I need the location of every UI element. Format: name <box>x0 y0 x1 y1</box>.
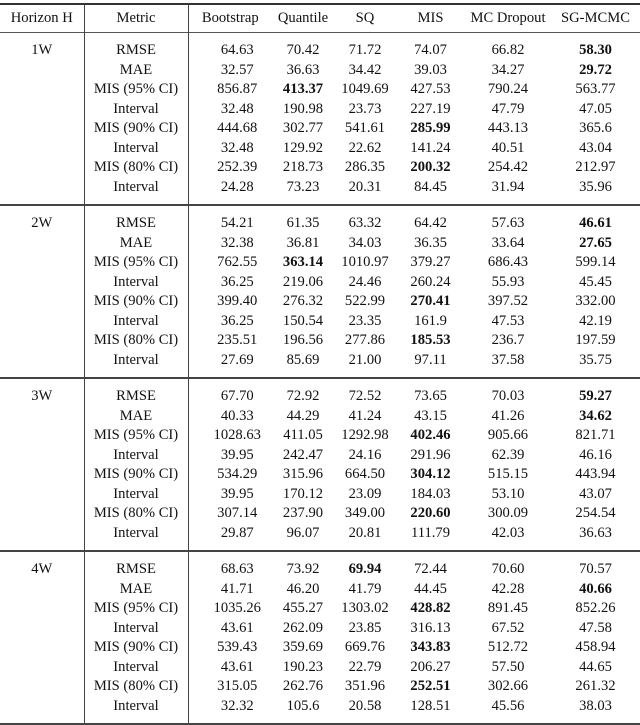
horizon-label: 4W <box>0 551 84 724</box>
value-cell: 304.12 <box>410 466 451 482</box>
table-row <box>0 158 640 178</box>
value-cell: 20.58 <box>348 697 382 714</box>
value-cell: 72.92 <box>286 388 320 404</box>
value-cell: 444.68 <box>217 120 258 136</box>
value-cell: 235.51 <box>217 332 258 348</box>
value-cell: 443.13 <box>487 120 529 136</box>
value-cell: 236.7 <box>491 332 525 348</box>
value-cell: 34.03 <box>348 234 382 251</box>
value-cell: 21.00 <box>348 351 382 368</box>
value-cell: 227.19 <box>410 100 451 117</box>
value-cell: 32.38 <box>220 234 254 251</box>
table-row <box>0 33 640 61</box>
value-cell: 184.03 <box>410 485 451 502</box>
value-cell: 23.85 <box>348 619 382 636</box>
table-row <box>0 273 640 293</box>
table-row <box>0 407 640 427</box>
value-cell: 43.61 <box>220 658 254 675</box>
metric-label: MIS (95% CI) <box>84 253 188 273</box>
metric-label: MAE <box>84 234 188 254</box>
metric-label: MIS (80% CI) <box>84 158 188 178</box>
value-cell: 72.52 <box>348 388 382 404</box>
value-cell: 105.6 <box>286 697 320 714</box>
value-cell: 32.57 <box>220 61 254 78</box>
value-cell: 62.39 <box>491 446 525 463</box>
value-cell: 302.66 <box>487 678 529 694</box>
value-cell: 20.31 <box>348 178 382 195</box>
metric-label: MIS (80% CI) <box>84 504 188 524</box>
value-cell: 190.98 <box>282 100 324 117</box>
metric-label: MAE <box>84 580 188 600</box>
value-cell: 34.27 <box>491 61 525 78</box>
value-cell: 260.24 <box>410 273 451 290</box>
metric-label: MIS (95% CI) <box>84 599 188 619</box>
value-cell: 270.41 <box>410 293 451 309</box>
value-cell: 34.42 <box>348 61 382 78</box>
value-cell: 39.03 <box>414 61 447 78</box>
metric-label: MIS (90% CI) <box>84 292 188 312</box>
table-row <box>0 485 640 505</box>
header-sq: SQ <box>355 10 375 26</box>
value-cell: 74.07 <box>414 42 447 58</box>
value-cell: 36.63 <box>579 524 612 541</box>
value-cell: 63.32 <box>348 215 382 231</box>
value-cell: 64.42 <box>414 215 447 231</box>
metric-label: MAE <box>84 407 188 427</box>
table-row <box>0 504 640 524</box>
value-cell: 190.23 <box>282 658 324 675</box>
value-cell: 141.24 <box>410 139 451 156</box>
value-cell: 359.69 <box>282 639 324 655</box>
metric-label: Interval <box>84 446 188 466</box>
value-cell: 44.45 <box>414 580 447 597</box>
table-row <box>0 80 640 100</box>
value-cell: 43.15 <box>414 407 447 424</box>
value-cell: 54.21 <box>220 215 254 231</box>
value-cell: 161.9 <box>414 312 447 329</box>
value-cell: 43.61 <box>220 619 254 636</box>
metric-label: Interval <box>84 351 188 379</box>
value-cell: 46.61 <box>579 215 612 231</box>
value-cell: 563.77 <box>575 81 616 97</box>
metric-label: MIS (90% CI) <box>84 465 188 485</box>
value-cell: 277.86 <box>344 332 386 348</box>
value-cell: 300.09 <box>487 505 529 521</box>
value-cell: 57.50 <box>491 658 525 675</box>
table-row <box>0 697 640 725</box>
table-row <box>0 465 640 485</box>
value-cell: 455.27 <box>282 600 324 616</box>
value-cell: 762.55 <box>217 254 258 270</box>
value-cell: 458.94 <box>575 639 616 655</box>
value-cell: 599.14 <box>575 254 616 270</box>
horizon-label: 2W <box>0 205 84 378</box>
value-cell: 443.94 <box>575 466 616 482</box>
value-cell: 46.16 <box>579 446 612 463</box>
value-cell: 45.45 <box>579 273 612 290</box>
value-cell: 42.03 <box>491 524 525 541</box>
value-cell: 70.42 <box>286 42 320 58</box>
value-cell: 111.79 <box>410 524 451 541</box>
value-cell: 47.05 <box>579 100 612 117</box>
value-cell: 39.95 <box>220 446 254 463</box>
table-row <box>0 677 640 697</box>
value-cell: 343.83 <box>410 639 451 655</box>
value-cell: 71.72 <box>348 42 382 58</box>
metric-label: Interval <box>84 178 188 206</box>
table-row <box>0 351 640 379</box>
table-row <box>0 253 640 273</box>
value-cell: 40.33 <box>220 407 254 424</box>
value-cell: 129.92 <box>282 139 324 156</box>
value-cell: 34.62 <box>579 407 612 424</box>
value-cell: 32.48 <box>220 100 254 117</box>
value-cell: 219.06 <box>282 273 324 290</box>
value-cell: 302.77 <box>282 120 324 136</box>
value-cell: 515.15 <box>487 466 529 482</box>
value-cell: 66.82 <box>491 42 525 58</box>
value-cell: 97.11 <box>414 351 447 368</box>
value-cell: 1035.26 <box>213 600 261 616</box>
metric-label: Interval <box>84 619 188 639</box>
value-cell: 44.65 <box>579 658 612 675</box>
value-cell: 351.96 <box>344 678 386 694</box>
value-cell: 55.93 <box>491 273 525 290</box>
value-cell: 33.64 <box>491 234 525 251</box>
table-row <box>0 205 640 234</box>
value-cell: 1049.69 <box>341 81 389 97</box>
value-cell: 67.70 <box>220 388 254 404</box>
table-row <box>0 331 640 351</box>
table-row <box>0 378 640 407</box>
value-cell: 84.45 <box>414 178 447 195</box>
value-cell: 891.45 <box>487 600 529 616</box>
header-quantile: Quantile <box>277 10 329 26</box>
value-cell: 349.00 <box>344 505 386 521</box>
value-cell: 1303.02 <box>341 600 389 616</box>
value-cell: 47.79 <box>491 100 525 117</box>
metric-label: RMSE <box>84 33 188 61</box>
value-cell: 150.54 <box>282 312 324 329</box>
table-row <box>0 580 640 600</box>
value-cell: 43.07 <box>579 485 612 502</box>
value-cell: 218.73 <box>282 159 324 175</box>
value-cell: 31.94 <box>491 178 525 195</box>
value-cell: 315.05 <box>217 678 258 694</box>
metric-label: MIS (80% CI) <box>84 677 188 697</box>
value-cell: 85.69 <box>286 351 320 368</box>
value-cell: 428.82 <box>410 600 451 616</box>
value-cell: 42.28 <box>491 580 525 597</box>
value-cell: 39.95 <box>220 485 254 502</box>
header-horizon: Horizon H <box>0 4 84 33</box>
value-cell: 522.99 <box>344 293 386 309</box>
value-cell: 541.61 <box>344 120 386 136</box>
value-cell: 276.32 <box>282 293 324 309</box>
horizon-group-4w <box>0 551 640 724</box>
value-cell: 365.6 <box>579 120 612 136</box>
value-cell: 200.32 <box>410 159 451 175</box>
horizon-label: 3W <box>0 378 84 551</box>
value-cell: 46.20 <box>286 580 320 597</box>
value-cell: 27.69 <box>220 351 254 368</box>
table-row <box>0 638 640 658</box>
header-row <box>0 4 640 33</box>
table-row <box>0 100 640 120</box>
value-cell: 262.09 <box>282 619 324 636</box>
value-cell: 20.81 <box>348 524 382 541</box>
value-cell: 379.27 <box>410 254 451 270</box>
value-cell: 24.28 <box>220 178 254 195</box>
value-cell: 512.72 <box>487 639 529 655</box>
value-cell: 852.26 <box>575 600 616 616</box>
header-metric: Metric <box>84 4 188 33</box>
value-cell: 197.59 <box>575 332 616 348</box>
value-cell: 59.27 <box>579 388 612 404</box>
value-cell: 669.76 <box>344 639 386 655</box>
value-cell: 73.92 <box>286 561 320 577</box>
value-cell: 185.53 <box>410 332 451 348</box>
metric-label: RMSE <box>84 205 188 234</box>
horizon-group-1w <box>0 33 640 206</box>
metric-label: MIS (95% CI) <box>84 80 188 100</box>
value-cell: 261.32 <box>575 678 616 694</box>
metric-label: MIS (80% CI) <box>84 331 188 351</box>
value-cell: 57.63 <box>491 215 525 231</box>
value-cell: 285.99 <box>410 120 451 136</box>
value-cell: 70.57 <box>579 561 612 577</box>
value-cell: 413.37 <box>282 81 324 97</box>
metric-label: MIS (95% CI) <box>84 426 188 446</box>
table-header <box>0 4 640 33</box>
value-cell: 128.51 <box>410 697 451 714</box>
value-cell: 397.52 <box>487 293 529 309</box>
value-cell: 36.81 <box>286 234 320 251</box>
value-cell: 44.29 <box>286 407 320 424</box>
value-cell: 220.60 <box>410 505 451 521</box>
value-cell: 41.79 <box>348 580 382 597</box>
value-cell: 22.62 <box>348 139 382 156</box>
value-cell: 307.14 <box>217 505 258 521</box>
value-cell: 252.51 <box>410 678 451 694</box>
value-cell: 64.63 <box>220 42 254 58</box>
metric-label: Interval <box>84 100 188 120</box>
header-sg-mcmc: SG-MCMC <box>561 10 630 26</box>
value-cell: 29.87 <box>220 524 254 541</box>
value-cell: 427.53 <box>410 81 451 97</box>
value-cell: 47.53 <box>491 312 525 329</box>
value-cell: 539.43 <box>217 639 258 655</box>
value-cell: 43.04 <box>579 139 612 156</box>
metric-label: Interval <box>84 697 188 725</box>
value-cell: 23.35 <box>348 312 382 329</box>
value-cell: 58.30 <box>579 42 612 58</box>
value-cell: 36.25 <box>220 273 254 290</box>
value-cell: 402.46 <box>410 427 451 443</box>
metric-label: MIS (90% CI) <box>84 119 188 139</box>
value-cell: 61.35 <box>286 215 320 231</box>
value-cell: 363.14 <box>282 254 324 270</box>
value-cell: 35.96 <box>579 178 612 195</box>
table-row <box>0 139 640 159</box>
value-cell: 36.25 <box>220 312 254 329</box>
value-cell: 67.52 <box>491 619 525 636</box>
table-row <box>0 178 640 206</box>
table-row <box>0 292 640 312</box>
header-mis: MIS <box>417 10 444 26</box>
value-cell: 32.48 <box>220 139 254 156</box>
value-cell: 70.03 <box>491 388 525 404</box>
horizon-label: 1W <box>0 33 84 206</box>
value-cell: 38.03 <box>579 697 612 714</box>
value-cell: 23.73 <box>348 100 382 117</box>
value-cell: 1292.98 <box>341 427 389 443</box>
value-cell: 41.24 <box>348 407 382 424</box>
table-row <box>0 446 640 466</box>
value-cell: 72.44 <box>414 561 447 577</box>
value-cell: 212.97 <box>575 159 616 175</box>
value-cell: 286.35 <box>344 159 386 175</box>
value-cell: 686.43 <box>487 254 529 270</box>
value-cell: 905.66 <box>487 427 529 443</box>
value-cell: 35.75 <box>579 351 612 368</box>
value-cell: 32.32 <box>220 697 254 714</box>
value-cell: 242.47 <box>282 446 324 463</box>
metric-label: Interval <box>84 139 188 159</box>
value-cell: 821.71 <box>575 427 616 443</box>
metric-label: Interval <box>84 273 188 293</box>
metric-label: Interval <box>84 485 188 505</box>
value-cell: 790.24 <box>487 81 529 97</box>
value-cell: 411.05 <box>283 427 323 443</box>
value-cell: 73.65 <box>414 388 447 404</box>
value-cell: 332.00 <box>575 293 616 309</box>
value-cell: 41.71 <box>220 580 254 597</box>
value-cell: 53.10 <box>491 485 525 502</box>
metric-label: Interval <box>84 658 188 678</box>
results-table <box>0 3 640 725</box>
table-row <box>0 551 640 580</box>
value-cell: 23.09 <box>348 485 382 502</box>
value-cell: 254.54 <box>575 505 616 521</box>
value-cell: 36.63 <box>286 61 320 78</box>
table-row <box>0 658 640 678</box>
value-cell: 42.19 <box>579 312 612 329</box>
value-cell: 1028.63 <box>213 427 261 443</box>
value-cell: 40.51 <box>491 139 525 156</box>
value-cell: 40.66 <box>579 580 612 597</box>
value-cell: 36.35 <box>414 234 447 251</box>
table-row <box>0 426 640 446</box>
value-cell: 47.58 <box>579 619 612 636</box>
value-cell: 252.39 <box>217 159 258 175</box>
value-cell: 315.96 <box>282 466 324 482</box>
value-cell: 1010.97 <box>341 254 389 270</box>
metric-label: Interval <box>84 312 188 332</box>
value-cell: 24.16 <box>348 446 382 463</box>
value-cell: 68.63 <box>220 561 254 577</box>
metric-label: Interval <box>84 524 188 552</box>
value-cell: 37.58 <box>491 351 525 368</box>
value-cell: 664.50 <box>344 466 386 482</box>
value-cell: 534.29 <box>217 466 258 482</box>
value-cell: 96.07 <box>286 524 320 541</box>
value-cell: 27.65 <box>579 234 612 251</box>
table-row <box>0 234 640 254</box>
value-cell: 170.12 <box>282 485 324 502</box>
table-row <box>0 119 640 139</box>
table-row <box>0 599 640 619</box>
value-cell: 73.23 <box>286 178 320 195</box>
value-cell: 856.87 <box>217 81 258 97</box>
table-row <box>0 619 640 639</box>
value-cell: 254.42 <box>487 159 529 175</box>
metric-label: MAE <box>84 61 188 81</box>
value-cell: 69.94 <box>348 561 382 577</box>
header-mc-dropout: MC Dropout <box>470 10 546 26</box>
value-cell: 45.56 <box>491 697 525 714</box>
table-row <box>0 61 640 81</box>
table-row <box>0 524 640 552</box>
value-cell: 291.96 <box>410 446 451 463</box>
header-bootstrap: Bootstrap <box>201 10 259 26</box>
metric-label: RMSE <box>84 378 188 407</box>
value-cell: 29.72 <box>579 61 612 78</box>
value-cell: 196.56 <box>282 332 324 348</box>
horizon-group-3w <box>0 378 640 551</box>
horizon-group-2w <box>0 205 640 378</box>
value-cell: 41.26 <box>491 407 525 424</box>
table-row <box>0 312 640 332</box>
value-cell: 262.76 <box>282 678 324 694</box>
value-cell: 399.40 <box>217 293 258 309</box>
value-cell: 70.60 <box>491 561 525 577</box>
value-cell: 206.27 <box>410 658 451 675</box>
value-cell: 237.90 <box>282 505 324 521</box>
value-cell: 316.13 <box>410 619 451 636</box>
metric-label: MIS (90% CI) <box>84 638 188 658</box>
value-cell: 24.46 <box>348 273 382 290</box>
value-cell: 22.79 <box>348 658 382 675</box>
metric-label: RMSE <box>84 551 188 580</box>
